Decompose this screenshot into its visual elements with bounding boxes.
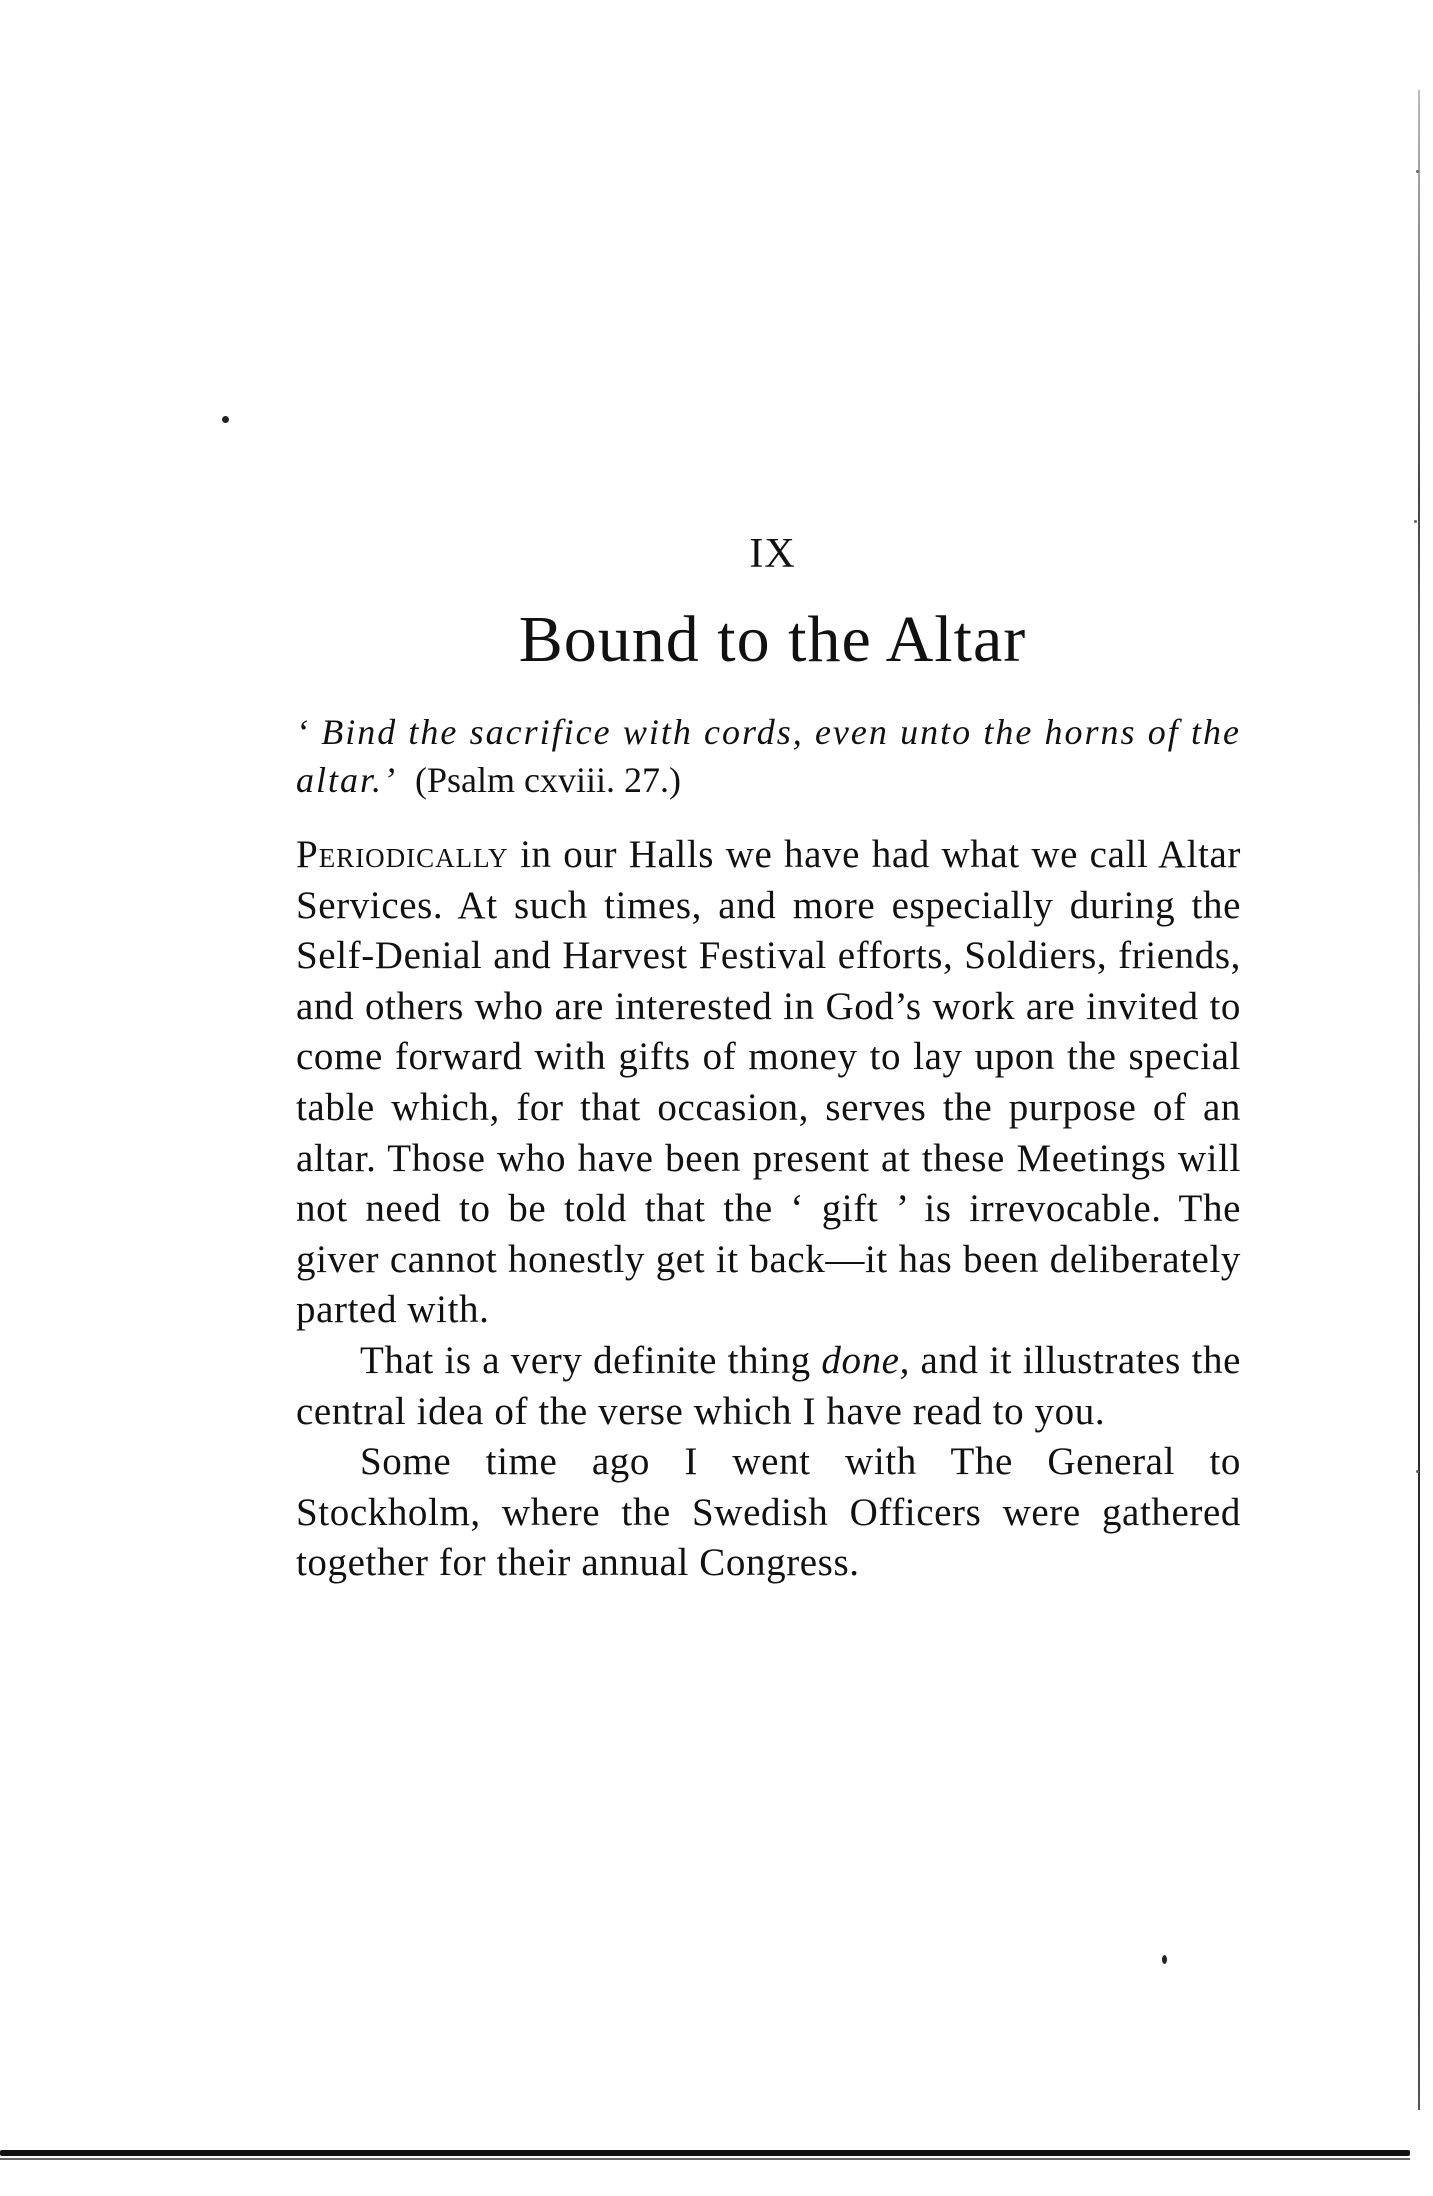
scan-speck <box>222 416 229 423</box>
paragraph-3 <box>296 1437 1241 1589</box>
bottom-edge-line-faint <box>0 2158 1410 2160</box>
paragraph-2-before: That is a very definite thing <box>360 1338 822 1382</box>
chapter-number: IX <box>749 531 796 577</box>
scan-speck <box>1416 170 1419 173</box>
scan-speck <box>1414 520 1417 523</box>
paragraph-3-text: Some time ago I went with The General to Stockholm, where the Swedish Officers were gathered together for their annual Congress. <box>296 1440 1241 1585</box>
paragraph-lead-word: Periodically <box>296 833 509 876</box>
paragraph-2 <box>296 1336 1241 1437</box>
paragraph-1 <box>296 830 1241 1336</box>
paragraph-1-text: in our Halls we have had what we call Altar Services. At such times, and more especially during the Self-Denial and Harvest Festival efforts, Soldiers, friends, and others who are interested in God’s work are invited to come forward with gifts of money to lay upon the special table which, for that occasion, serves the purpose of an altar. Those who have been present at these Meetings will not need to be told that the ‘ gift ’ is irrevocable. The giver cannot honestly get it back—it has been deliberately parted with. <box>296 833 1241 1332</box>
epigraph <box>296 708 1241 804</box>
chapter-title: Bound to the Altar <box>518 603 1027 676</box>
epigraph-reference: (Psalm cxviii. 27.) <box>415 760 681 800</box>
scan-speck <box>1162 1955 1167 1964</box>
scan-speck <box>1416 1470 1419 1473</box>
body-text <box>296 830 1241 1589</box>
paragraph-2-after: and it illustrates the central idea of the verse which I have read to you. <box>296 1338 1241 1433</box>
epigraph-quote: ‘ Bind the sacrifice with cords, even unto the horns of the altar.’ <box>296 712 1241 800</box>
page-edge-shadow <box>1418 90 1420 2110</box>
paragraph-2-emphasis: done, <box>821 1338 910 1382</box>
bottom-edge-line <box>0 2150 1410 2156</box>
